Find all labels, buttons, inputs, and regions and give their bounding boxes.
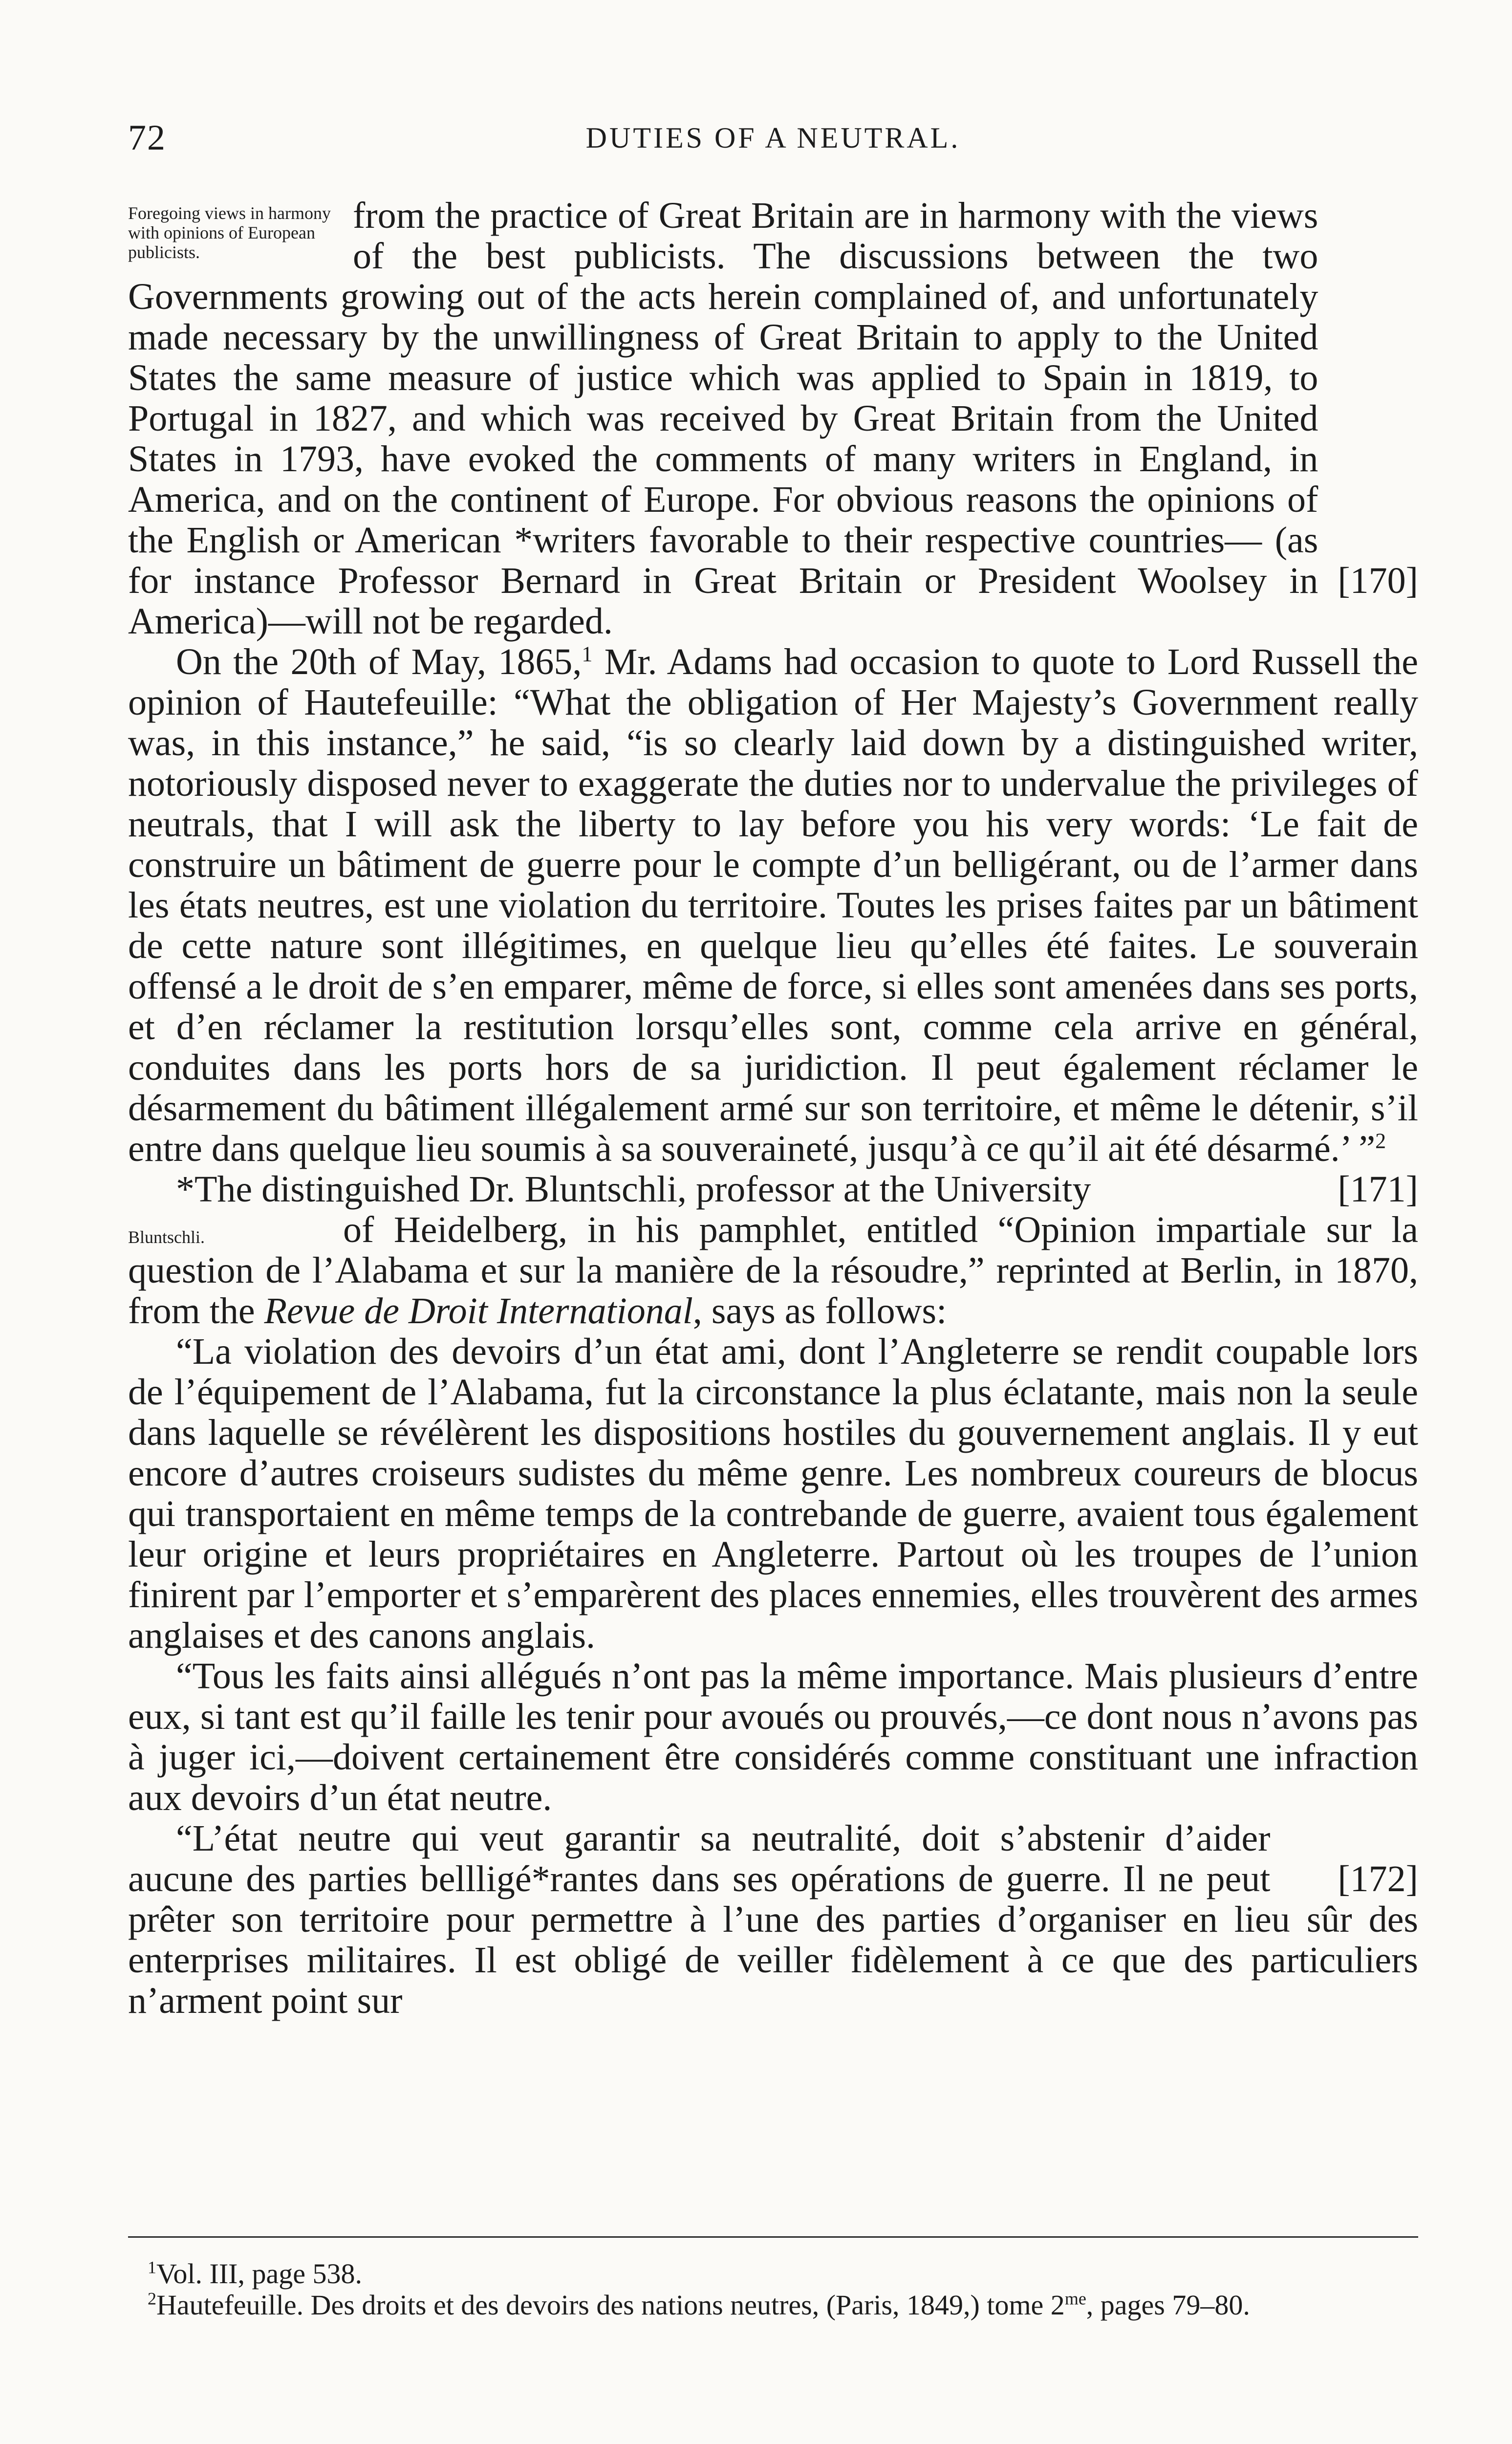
- body-text: [128, 196, 1418, 2021]
- footnote-2-text: Hautefeuille. Des droits et des devoirs des nations neutres, (Paris, 1849,) tome 2: [156, 2289, 1065, 2321]
- footnote-ref-1: 1: [582, 642, 593, 666]
- page-number: 72: [128, 118, 166, 158]
- footnote-1-text: Vol. III, page 538.: [156, 2258, 362, 2290]
- footnote-1: [128, 2258, 1418, 2290]
- paragraph-3-line-1: *The distinguished Dr. Bluntschli, professor at the University: [176, 1169, 1091, 1210]
- paragraph-6-body: “L’état neutre qui veut garantir sa neutralité, doit s’abstenir d’aider aucune des parties bellligé*rantes dans ses opérations de guerre. Il ne peut prêter son territoire pour permettre à l’une des parties d’organiser en lieu sûr des enterprises militaires. Il est obligé de veiller fidèlement à ce que des particuliers n’arment point sur: [128, 1818, 1418, 2021]
- paragraph-2: [128, 642, 1418, 1169]
- paragraph-6: [128, 1818, 1418, 2021]
- running-title: DUTIES OF A NEUTRAL.: [585, 122, 961, 154]
- paragraph-5: “Tous les faits ainsi allégués n’ont pas la même importance. Mais plusieurs d’entre eux, si tant est qu’il faille les tenir pour avoués ou prouvés,—ce dont nous n’avons pas à juger ici,—doivent certainement être considérés comme constituant une infraction aux devoirs d’un état neutre.: [128, 1656, 1418, 1818]
- margin-number-171: [171]: [1338, 1169, 1418, 1210]
- paragraph-4: “La violation des devoirs d’un état ami, dont l’Angleterre se rendit coupable lors de l’équipement de l’Alabama, fut la circonstance la plus éclatante, mais non la seule dans laquelle se révélèrent les dispositions hostiles du gouvernement anglais. Il y eut encore d’autres croiseurs sudistes du même genre. Les nombreux coureurs de blocus qui transportaient en même temps de la contrebande de guerre, avaient tous également leur origine et leurs propriétaires en Angleterre. Partout où les troupes de l’union finirent par l’emporter et s’emparèrent des places ennemies, elles trouvèrent des armes anglaises et des canons anglais.: [128, 1331, 1418, 1656]
- paragraph-3-body: of Heidelberg, in his pamphlet, entitled “Opinion impartiale sur la question de l’Alabama et sur la manière de la résoudre,” reprinted at Berlin, in 1870, from the: [128, 1209, 1418, 1331]
- footnotes: [128, 2258, 1418, 2321]
- footnote-2: [128, 2290, 1418, 2321]
- page-header: [128, 117, 1418, 176]
- footnote-1-mark: 1: [148, 2257, 156, 2277]
- footnote-ref-2: 2: [1375, 1129, 1386, 1153]
- paragraph-3: [128, 1169, 1418, 1331]
- footnote-rule: [128, 2236, 1418, 2238]
- journal-title: Revue de Droit International: [264, 1290, 693, 1331]
- footnote-2-superscript: me: [1064, 2289, 1086, 2309]
- paragraph-3-end: , says as follows:: [692, 1290, 947, 1331]
- paragraph-1-text: [128, 196, 1418, 642]
- sidenote-bluntschli: Bluntschli.: [128, 1227, 205, 1247]
- footnote-2-mark: 2: [148, 2289, 156, 2309]
- footnote-2-tail: , pages 79–80.: [1086, 2289, 1250, 2321]
- paragraph-1: [128, 196, 1418, 642]
- sidenote-foregoing-views: Foregoing views in harmony with opinions of European publicists.: [128, 203, 331, 262]
- margin-number-170: [170]: [1338, 560, 1418, 601]
- paragraph-1-body: from the practice of Great Britain are in harmony with the views of the best publicists. The discussions between the two Governments growing out of the acts herein complained of, and unfortunately made necessary by the unwillingness of Great Britain to apply to the United States the same measure of justice which was applied to Spain in 1819, to Portugal in 1827, and which was received by Great Britain from the United States in 1793, have evoked the comments of many writers in England, in America, and on the continent of Europe. For obvious reasons the opinions of the English or American *writers favorable to their respective countries— (as for instance Professor Bernard in Great Britain or President Woolsey in America)—will not be regarded.: [128, 195, 1318, 642]
- margin-number-172: [172]: [1338, 1858, 1418, 1899]
- paragraph-2-body: Mr. Adams had occasion to quote to Lord Russell the opinion of Hautefeuille: “What the obligation of Her Majesty’s Government really was, in this instance,” he said, “is so clearly laid down by a distinguished writer, notoriously disposed never to exaggerate the duties nor to undervalue the privileges of neutrals, that I will ask the liberty to lay before you his very words: ‘Le fait de construire un bâtiment de guerre pour le compte d’un belligérant, ou de l’armer dans les états neutres, est une violation du territoire. Toutes les prises faites par un bâtiment de cette nature sont illégitimes, en quelque lieu qu’elles été faites. Le souverain offensé a le droit de s’en emparer, même de force, si elles sont amenées dans ses ports, et d’en réclamer la restitution lorsqu’elles sont, comme cela arrive en général, conduites dans les ports hors de sa juridiction. Il peut également réclamer le désarmement du bâtiment illégalement armé sur son territoire, et même le détenir, s’il entre dans quelque lieu soumis à sa souveraineté, jusqu’à ce qu’il ait été désarmé.’ ”: [128, 641, 1418, 1169]
- paragraph-3-first-line: [128, 1169, 1418, 1210]
- paragraph-2-start: On the 20th of May, 1865,: [176, 641, 582, 682]
